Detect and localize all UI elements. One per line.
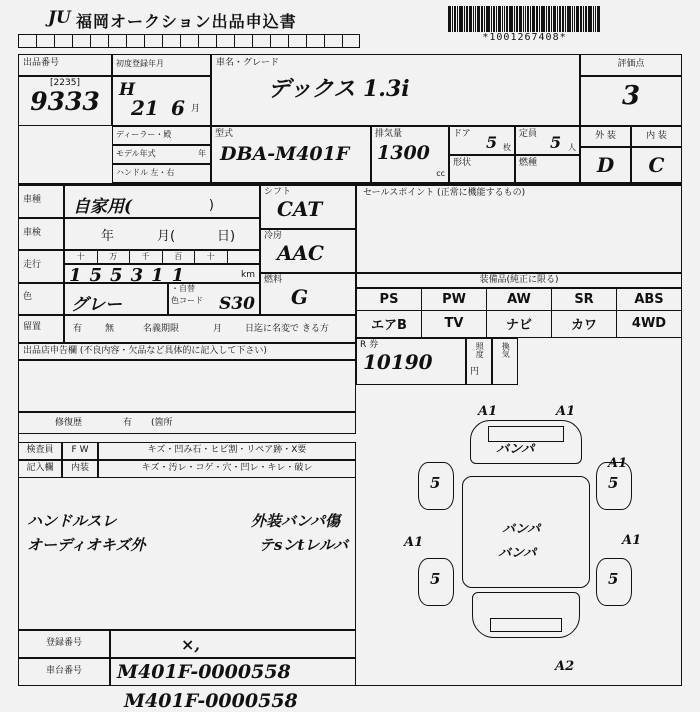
displacement-value: 1300 xyxy=(377,142,430,165)
mileage-unit: km xyxy=(241,269,255,280)
exhibit-number: 9333 xyxy=(30,87,100,117)
score-value: 3 xyxy=(621,81,641,111)
equipment-cell[interactable]: AW xyxy=(487,289,552,311)
mileage-digit-header-cell xyxy=(228,251,260,263)
kata-label: 型式 xyxy=(215,129,234,139)
damage-mark: A1 xyxy=(556,404,576,419)
score-outer-label: 外 装 xyxy=(595,130,616,141)
record-label: R 券 xyxy=(360,340,379,350)
use-value: 自家用( xyxy=(73,197,133,217)
mileage-digit-header-cell: 十 xyxy=(65,251,98,263)
repair-label: 修復歴 xyxy=(55,418,83,428)
repair-where: (箇所 xyxy=(151,418,173,428)
declare-area xyxy=(18,360,356,412)
shape-cell xyxy=(449,155,515,183)
note-1-right: 外装バンパ傷 xyxy=(251,512,340,530)
fuel-cell xyxy=(260,273,356,315)
exhibit-label-cell xyxy=(18,54,112,76)
diagram-body-label-3: バンパ xyxy=(498,546,537,561)
seats-label: 定員 xyxy=(519,129,538,139)
meigi-note: 日迄に名変で きる方 xyxy=(245,324,329,334)
ac-value: AAC xyxy=(277,241,324,266)
inspector-inner-cell xyxy=(62,460,98,478)
model-year-unit: 年 xyxy=(198,149,206,158)
fuel-label: 燃料 xyxy=(264,275,283,285)
damage-mark: A1 xyxy=(478,404,498,419)
color-code-value: S30 xyxy=(219,294,255,314)
model-year-label: モデル年式 xyxy=(116,149,156,158)
seats-unit: 人 xyxy=(568,142,576,152)
equipment-cell[interactable]: ナビ xyxy=(487,310,552,337)
door-cell xyxy=(449,126,515,155)
inspection-label: 車検 xyxy=(23,228,42,238)
diagram-body-label-2: バンパ xyxy=(502,522,541,537)
sales-point-label: セールスポイント (正常に機能するもの) xyxy=(363,188,526,198)
equipment-cell[interactable]: カワ xyxy=(552,310,617,337)
inspector-row2-items-text: キズ・汚レ・コゲ・穴・凹レ・キレ・破レ xyxy=(141,463,313,474)
record-cell xyxy=(356,338,466,385)
inspector-row2-items xyxy=(98,460,356,478)
inspection-label-cell xyxy=(18,218,64,250)
wheel-label-rr: 5 xyxy=(608,570,619,588)
kata-cell xyxy=(211,126,371,183)
score-outer-value: D xyxy=(596,153,615,177)
diagram-rear-window xyxy=(490,618,562,632)
mileage-digit-header xyxy=(64,250,260,264)
year-value: 21 xyxy=(131,96,159,120)
first-reg-label-cell xyxy=(112,54,211,76)
damage-mark: A1 xyxy=(608,456,628,471)
record-side-cell-1 xyxy=(466,338,492,385)
fuel-value: G xyxy=(291,285,309,310)
chassis-no-value: M401F-0000558 xyxy=(117,661,291,683)
fuel-type-cell xyxy=(515,155,580,183)
reserve-label-cell xyxy=(18,315,64,343)
exhibit-label: 出品番号 xyxy=(23,58,60,68)
inspector-fw-label: F W xyxy=(71,445,89,456)
barcode xyxy=(448,6,601,43)
inspector-row1-items-text: キズ・凹み石・ヒビ割・リペア跡・X要 xyxy=(147,445,307,456)
mileage-value: 155311 xyxy=(69,265,193,286)
color-label-cell xyxy=(18,283,64,315)
model-year-cell xyxy=(112,145,211,164)
record-side-label-1: 照度 xyxy=(475,342,485,358)
inspector-row2-label-text: 記入欄 xyxy=(26,463,54,474)
fuel-type-label: 燃種 xyxy=(519,158,538,168)
wheel-label-fl: 5 xyxy=(430,474,441,492)
score-outer-label-cell xyxy=(580,126,631,147)
mileage-label: 走行 xyxy=(23,260,42,270)
era-value: H xyxy=(119,80,136,100)
equipment-cell[interactable]: ABS xyxy=(617,289,682,311)
ac-label: 冷房 xyxy=(264,231,283,241)
chassis-no-label: 車台番号 xyxy=(45,666,82,677)
use-label-cell xyxy=(18,185,64,218)
score-inner-value-cell xyxy=(631,147,682,183)
damage-mark: A1 xyxy=(404,535,424,550)
barcode-number: *1001267408* xyxy=(482,32,567,43)
inspector-row1-label-text: 検査員 xyxy=(26,445,54,456)
equipment-cell[interactable]: エアB xyxy=(357,310,422,337)
exhibit-sub: [2235] xyxy=(50,78,80,88)
car-name-label: 車名・グレード xyxy=(216,58,280,68)
inspector-inner-label: 内装 xyxy=(70,463,89,474)
use-close-paren: ) xyxy=(208,198,214,213)
meigi-label: 名義期限 xyxy=(143,324,180,334)
first-reg-label: 初度登録年月 xyxy=(116,59,164,68)
meigi-month: 月 xyxy=(213,324,223,334)
wheel-label-rl: 5 xyxy=(430,570,441,588)
repair-history-cell xyxy=(18,412,356,434)
shift-label: シフト xyxy=(264,187,292,197)
score-label-cell xyxy=(580,54,682,76)
mileage-digit-header-cell: 万 xyxy=(98,251,131,263)
score-inner-label-cell xyxy=(631,126,682,147)
chassis-no-repeat: M401F-0000558 xyxy=(124,690,298,712)
equipment-cell[interactable]: PS xyxy=(357,289,422,311)
record-side-cell-2 xyxy=(492,338,518,385)
color-value-cell xyxy=(64,283,168,315)
registration-no-value-cell xyxy=(110,630,356,658)
exhibit-number-cell xyxy=(18,76,112,126)
car-name-value: デックス 1.3i xyxy=(268,76,410,103)
mileage-digit-header-cell: 千 xyxy=(130,251,163,263)
reserve-yes: 有 xyxy=(73,324,83,334)
inspect-day-unit: 日) xyxy=(217,229,236,244)
registration-no-label: 登録番号 xyxy=(45,638,82,649)
mileage-digit-header-cell: 十 xyxy=(195,251,228,263)
declare-label: 出品店申告欄 (不良内容・欠品など具体的に記入して下さい) xyxy=(23,346,267,356)
door-label: ドア xyxy=(453,129,471,139)
color-label: 色 xyxy=(23,292,33,302)
score-label: 評価点 xyxy=(617,59,645,70)
displacement-unit: cc xyxy=(436,168,445,178)
dealer-label: ディーラー・殿 xyxy=(116,130,172,139)
inspector-row1-items xyxy=(98,442,356,460)
month-value: 6 xyxy=(171,96,185,120)
sales-point-cell xyxy=(356,185,682,273)
wheel-label-fr: 5 xyxy=(608,474,619,492)
mileage-value-cell xyxy=(64,264,260,286)
note-2-left: オーディオキズ外 xyxy=(27,536,146,554)
color-code-cell xyxy=(168,283,260,315)
mileage-label-cell xyxy=(18,250,64,283)
inspector-row2-label xyxy=(18,460,62,478)
chassis-no-value-cell xyxy=(110,658,356,686)
record-yen-unit: 円 xyxy=(470,367,480,377)
color-value: グレー xyxy=(71,295,122,315)
ju-logo: JU xyxy=(48,8,71,28)
inspect-year-unit: 年 xyxy=(101,229,115,244)
handle-label: ハンドル 左・右 xyxy=(116,168,175,177)
reserve-no: 無 xyxy=(105,324,115,334)
two-tone-label: ・自替 xyxy=(171,284,195,293)
door-value: 5 xyxy=(486,133,498,152)
score-inner-label: 内 装 xyxy=(646,130,667,141)
inspect-month-unit: 月( xyxy=(157,229,176,244)
reserve-label: 留置 xyxy=(23,322,42,332)
equipment-cell[interactable]: PW xyxy=(422,289,487,311)
record-value: 10190 xyxy=(363,350,433,375)
shift-cell xyxy=(260,185,356,229)
car-name-cell xyxy=(211,54,580,126)
use-label: 車種 xyxy=(23,195,42,205)
top-checkbox-grid xyxy=(18,34,360,48)
door-unit: 枚 xyxy=(503,142,511,152)
inspector-row1-label xyxy=(18,442,62,460)
note-2-right: テsンtレルバ xyxy=(259,536,348,554)
color-code-label: 色コード xyxy=(171,296,203,305)
notes-area xyxy=(18,478,356,630)
inspection-value-cell xyxy=(64,218,260,250)
damage-mark: A1 xyxy=(622,533,642,548)
seats-value: 5 xyxy=(550,133,562,152)
equipment-label: 装備品(純正に限る) xyxy=(479,274,559,285)
equipment-cell[interactable]: TV xyxy=(422,310,487,337)
use-value-cell xyxy=(64,185,260,218)
dealer-cell xyxy=(112,126,211,145)
registration-no-label-cell xyxy=(18,630,110,658)
reserve-value-cell xyxy=(64,315,356,343)
registration-no-value: ×, xyxy=(181,635,200,654)
chassis-no-label-cell xyxy=(18,658,110,686)
page-title: 福岡オークション出品申込書 xyxy=(76,12,297,31)
handle-cell xyxy=(112,164,211,183)
shift-value: CAT xyxy=(277,197,323,222)
note-1-left: ハンドルスレ xyxy=(27,512,117,530)
record-side-label-2: 換気 xyxy=(501,342,511,358)
repair-yes: 有 xyxy=(123,418,133,428)
equipment-cell[interactable]: 4WD xyxy=(617,310,682,337)
seats-cell xyxy=(515,126,580,155)
damage-mark: A2 xyxy=(555,659,575,674)
mileage-digit-header-cell: 百 xyxy=(163,251,196,263)
shape-label: 形状 xyxy=(453,158,472,168)
score-outer-value-cell xyxy=(580,147,631,183)
ac-cell xyxy=(260,229,356,273)
kata-value: DBA-M401F xyxy=(220,143,350,166)
inspector-fw-cell xyxy=(62,442,98,460)
score-value-cell xyxy=(580,76,682,126)
displacement-label: 排気量 xyxy=(375,129,403,139)
equipment-header xyxy=(356,273,682,288)
equipment-grid xyxy=(356,288,682,338)
score-inner-value: C xyxy=(648,153,665,177)
displacement-cell xyxy=(371,126,449,183)
month-unit: 月 xyxy=(191,104,201,114)
diagram-body-label-1: バンパ xyxy=(496,442,535,457)
equipment-cell[interactable]: SR xyxy=(552,289,617,311)
declare-label-cell xyxy=(18,343,356,360)
first-reg-value-cell xyxy=(112,76,211,126)
